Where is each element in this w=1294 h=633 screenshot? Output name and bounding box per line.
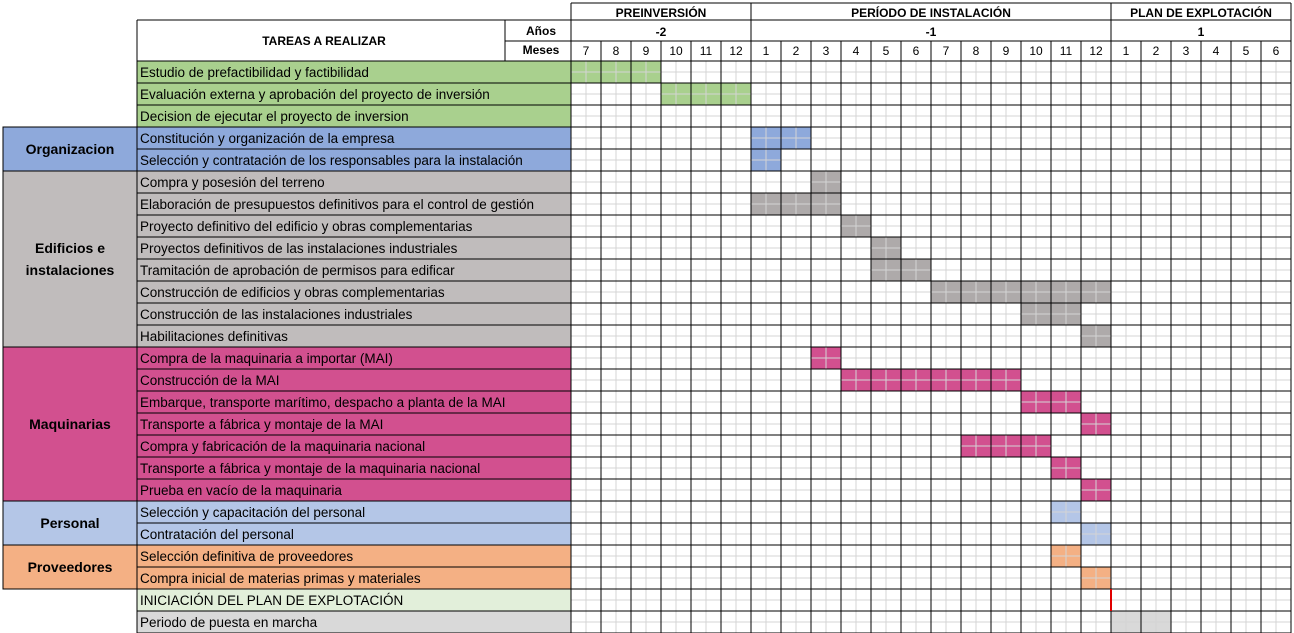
group-label: instalaciones xyxy=(25,262,115,278)
month-label: 4 xyxy=(1212,44,1220,58)
task-label: Embarque, transporte marítimo, despacho a planta de la MAI xyxy=(140,395,506,410)
task-label: Proyecto definitivo del edificio y obras complementarias xyxy=(140,219,473,234)
month-label: 11 xyxy=(699,44,713,58)
task-label: Transporte a fábrica y montaje de la maquinaria nacional xyxy=(140,461,481,476)
task-label: Decision de ejecutar el proyecto de inversion xyxy=(140,109,409,124)
group-label: Maquinarias xyxy=(29,416,111,432)
group-label-cell xyxy=(3,171,137,347)
years-header-label: Años xyxy=(526,24,556,38)
task-label: Compra inicial de materias primas y materiales xyxy=(140,571,421,586)
task-label: INICIACIÓN DEL PLAN DE EXPLOTACIÓN xyxy=(140,593,404,608)
task-label: Compra y posesión del terreno xyxy=(140,175,325,190)
month-label: 5 xyxy=(882,44,890,58)
task-label: Selección y contratación de los responsables para la instalación xyxy=(140,153,523,168)
month-label: 9 xyxy=(642,44,650,58)
month-label: 3 xyxy=(822,44,830,58)
months-header-label: Meses xyxy=(522,43,560,57)
month-label: 9 xyxy=(1002,44,1010,58)
timeline-header xyxy=(262,5,1279,58)
month-label: 6 xyxy=(912,44,920,58)
task-label: Compra de la maquinaria a importar (MAI) xyxy=(140,351,393,366)
year-label: 1 xyxy=(1197,25,1205,39)
task-label: Proyectos definitivos de las instalaciones industriales xyxy=(140,241,458,256)
tasks-header-label: TAREAS A REALIZAR xyxy=(262,34,386,48)
month-label: 5 xyxy=(1242,44,1250,58)
month-label: 2 xyxy=(1152,44,1160,58)
group-label: Personal xyxy=(40,515,100,531)
month-label: 3 xyxy=(1182,44,1190,58)
task-label: Construcción de edificios y obras complementarias xyxy=(140,285,445,300)
task-label: Constitución y organización de la empresa xyxy=(140,131,395,146)
month-label: 10 xyxy=(1029,44,1043,58)
task-label: Selección definitiva de proveedores xyxy=(140,549,354,564)
group-label: Edificios e xyxy=(34,240,106,256)
month-label: 4 xyxy=(852,44,860,58)
month-label: 12 xyxy=(729,44,743,58)
task-label: Elaboración de presupuestos definitivos para el control de gestión xyxy=(140,197,534,212)
group-label: Proveedores xyxy=(27,559,113,575)
task-label: Habilitaciones definitivas xyxy=(140,329,288,344)
task-label: Prueba en vacío de la maquinaria xyxy=(140,483,342,498)
year-label: -1 xyxy=(925,25,937,39)
task-label: Transporte a fábrica y montaje de la MAI xyxy=(140,417,384,432)
task-label: Periodo de puesta en marcha xyxy=(140,615,318,630)
month-label: 8 xyxy=(612,44,620,58)
group-label: Organizacion xyxy=(25,141,115,157)
task-label: Construcción de las instalaciones industriales xyxy=(140,307,413,322)
task-label: Construcción de la MAI xyxy=(140,373,280,388)
month-label: 12 xyxy=(1089,44,1103,58)
month-label: 10 xyxy=(669,44,683,58)
month-label: 11 xyxy=(1059,44,1073,58)
month-label: 6 xyxy=(1272,44,1280,58)
task-label: Tramitación de aprobación de permisos para edificar xyxy=(140,263,455,278)
phase-label: PERÍODO DE INSTALACIÓN xyxy=(851,6,1011,20)
group-labels xyxy=(3,127,137,589)
task-label: Contratación del personal xyxy=(140,527,294,542)
year-label: -2 xyxy=(655,25,667,39)
task-label: Estudio de prefactibilidad y factibilidad xyxy=(140,65,369,80)
month-label: 7 xyxy=(582,44,590,58)
month-label: 2 xyxy=(792,44,800,58)
month-label: 8 xyxy=(972,44,980,58)
task-label: Selección y capacitación del personal xyxy=(140,505,366,520)
month-label: 7 xyxy=(942,44,950,58)
month-label: 1 xyxy=(762,44,770,58)
phase-label: PREINVERSIÓN xyxy=(615,6,707,20)
phase-label: PLAN DE EXPLOTACIÓN xyxy=(1130,6,1272,20)
task-label: Compra y fabricación de la maquinaria nacional xyxy=(140,439,426,454)
task-label: Evaluación externa y aprobación del proyecto de inversión xyxy=(140,87,490,102)
month-label: 1 xyxy=(1122,44,1130,58)
